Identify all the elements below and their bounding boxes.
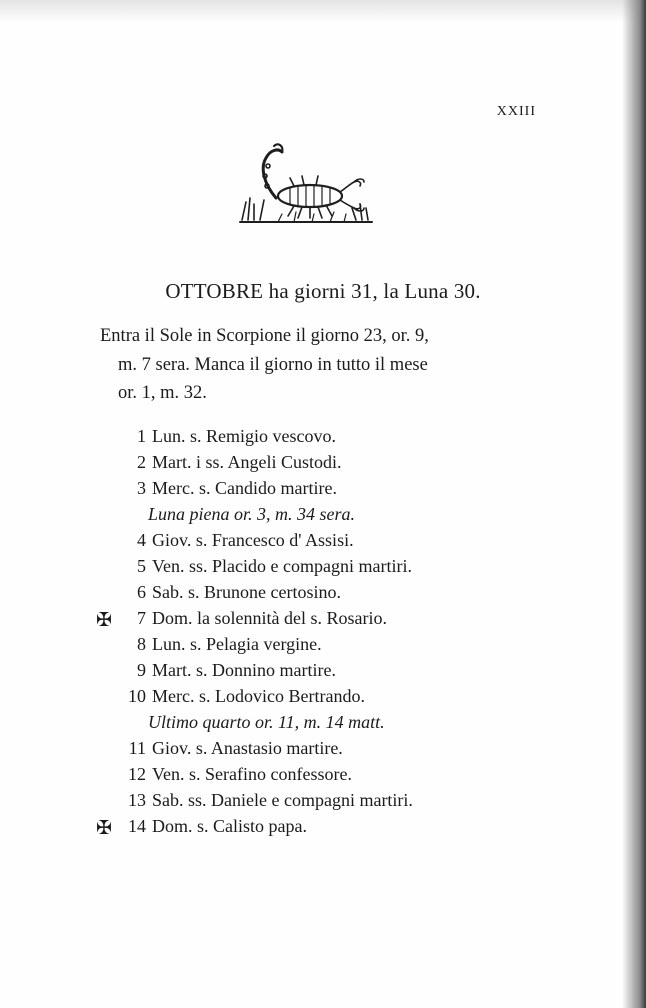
moon-phase-note [0, 712, 646, 738]
day-number: 9 [137, 660, 146, 680]
month-title: OTTOBRE ha giorni 31, la Luna 30. [165, 279, 481, 303]
entry-text: Merc. s. Candido martire. [152, 478, 337, 498]
cross-icon: ✠ [96, 609, 112, 631]
day-number: 7 [137, 608, 146, 628]
entry-text: Giov. s. Anastasio martire. [152, 738, 343, 758]
entry-text: Mart. i ss. Angeli Custodi. [152, 452, 342, 472]
day-number: 6 [137, 582, 146, 602]
list-item [0, 634, 646, 660]
day-number: 3 [137, 478, 146, 498]
entry-text: Sab. s. Brunone certosino. [152, 582, 341, 602]
list-item [0, 608, 646, 634]
list-item [0, 530, 646, 556]
scorpion-icon [238, 138, 374, 228]
page-top-shadow [0, 0, 646, 22]
entry-text: Luna piena or. 3, m. 34 sera. [148, 504, 356, 524]
entry-text: Lun. s. Pelagia vergine. [152, 634, 322, 654]
entry-text: Dom. s. Calisto papa. [152, 816, 307, 836]
list-item [0, 556, 646, 582]
list-item [0, 790, 646, 816]
list-item [0, 582, 646, 608]
day-number: 4 [137, 530, 146, 550]
day-number: 14 [128, 816, 146, 836]
cross-icon: ✠ [96, 817, 112, 839]
day-number: 5 [137, 556, 146, 576]
entry-text: Lun. s. Remigio vescovo. [152, 426, 336, 446]
moon-phase-note [0, 504, 646, 530]
entry-text: Giov. s. Francesco d' Assisi. [152, 530, 354, 550]
page-number: XXIII [496, 104, 536, 119]
list-item [0, 426, 646, 452]
list-item [0, 478, 646, 504]
list-item [0, 686, 646, 712]
entry-text: Ultimo quarto or. 11, m. 14 matt. [148, 712, 385, 732]
day-number: 8 [137, 634, 146, 654]
list-item [0, 816, 646, 842]
entry-text: Ven. s. Serafino confessore. [152, 764, 352, 784]
intro-line: m. 7 sera. Manca il giorno in tutto il mese [118, 355, 428, 375]
list-item [0, 660, 646, 686]
intro-line: Entra il Sole in Scorpione il giorno 23, or. 9, [100, 326, 429, 346]
entry-text: Merc. s. Lodovico Bertrando. [152, 686, 365, 706]
day-number: 13 [128, 790, 146, 810]
day-number: 12 [128, 764, 146, 784]
list-item [0, 452, 646, 478]
list-item [0, 764, 646, 790]
entry-text: Sab. ss. Daniele e compagni martiri. [152, 790, 413, 810]
day-number: 11 [128, 738, 146, 758]
entry-text: Ven. ss. Placido e compagni martiri. [152, 556, 412, 576]
day-number: 2 [137, 452, 146, 472]
entry-text: Mart. s. Donnino martire. [152, 660, 336, 680]
intro-line: or. 1, m. 32. [118, 383, 207, 403]
day-number: 10 [128, 686, 146, 706]
entry-text: Dom. la solennità del s. Rosario. [152, 608, 387, 628]
list-item [0, 738, 646, 764]
day-number: 1 [137, 426, 146, 446]
